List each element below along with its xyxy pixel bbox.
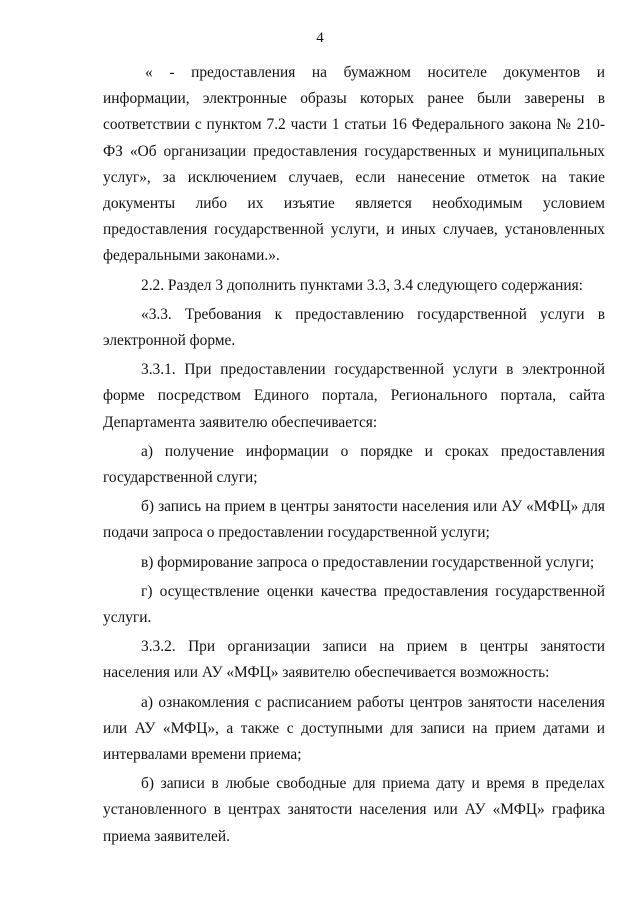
paragraph-4: 3.3.1. При предоставлении государственной услуги в электронной форме посредством Единого портала, Регионального портала, сайта Департамента заявителю обеспечивается: [103, 361, 605, 431]
paragraph-8: г) осуществление оценки качества предоставления государственной услуги. [103, 582, 605, 627]
page-number: 4 [316, 30, 324, 46]
document-body [103, 60, 605, 853]
paragraph-1: « - предоставления на бумажном носителе документов и информации, электронные образы которых ранее были заверены в соответствии с пунктом 7.2 части 1 статьи 16 Федерального закона № 210-ФЗ «Об организации предоставления государственных и муниципальных услуг», за исключением случаев, если нанесение отметок на такие документы либо их изъятие является необходимым условием предоставления государственной услуги, и иных случаев, установленных федеральными законами.». [103, 64, 605, 265]
paragraph-7: в) формирование запроса о предоставлении государственной услуги; [141, 553, 595, 571]
paragraph-10: а) ознакомления с расписанием работы центров занятости населения или АУ «МФЦ», а также с доступными для записи на прием датами и интервалами времени приема; [103, 693, 605, 764]
paragraph-5: а) получение информации о порядке и сроках предоставления государственной слуги; [103, 442, 605, 487]
paragraph-6: б) запись на прием в центры занятости населения или АУ «МФЦ» для подачи запроса о предоставлении государственной услуги; [103, 498, 605, 542]
paragraph-11: б) записи в любые свободные для приема дату и время в пределах установленного в центрах занятости населения или АУ «МФЦ» графика приема заявителей. [103, 775, 605, 845]
paragraph-3: «3.3. Требования к предоставлению государственной услуги в электронной форме. [103, 305, 605, 350]
paragraph-9: 3.3.2. При организации записи на прием в центры занятости населения или АУ «МФЦ» заявителю обеспечивается возможность: [103, 638, 605, 682]
paragraph-2: 2.2. Раздел 3 дополнить пунктами 3.3, 3.4 следующего содержания: [141, 276, 583, 294]
